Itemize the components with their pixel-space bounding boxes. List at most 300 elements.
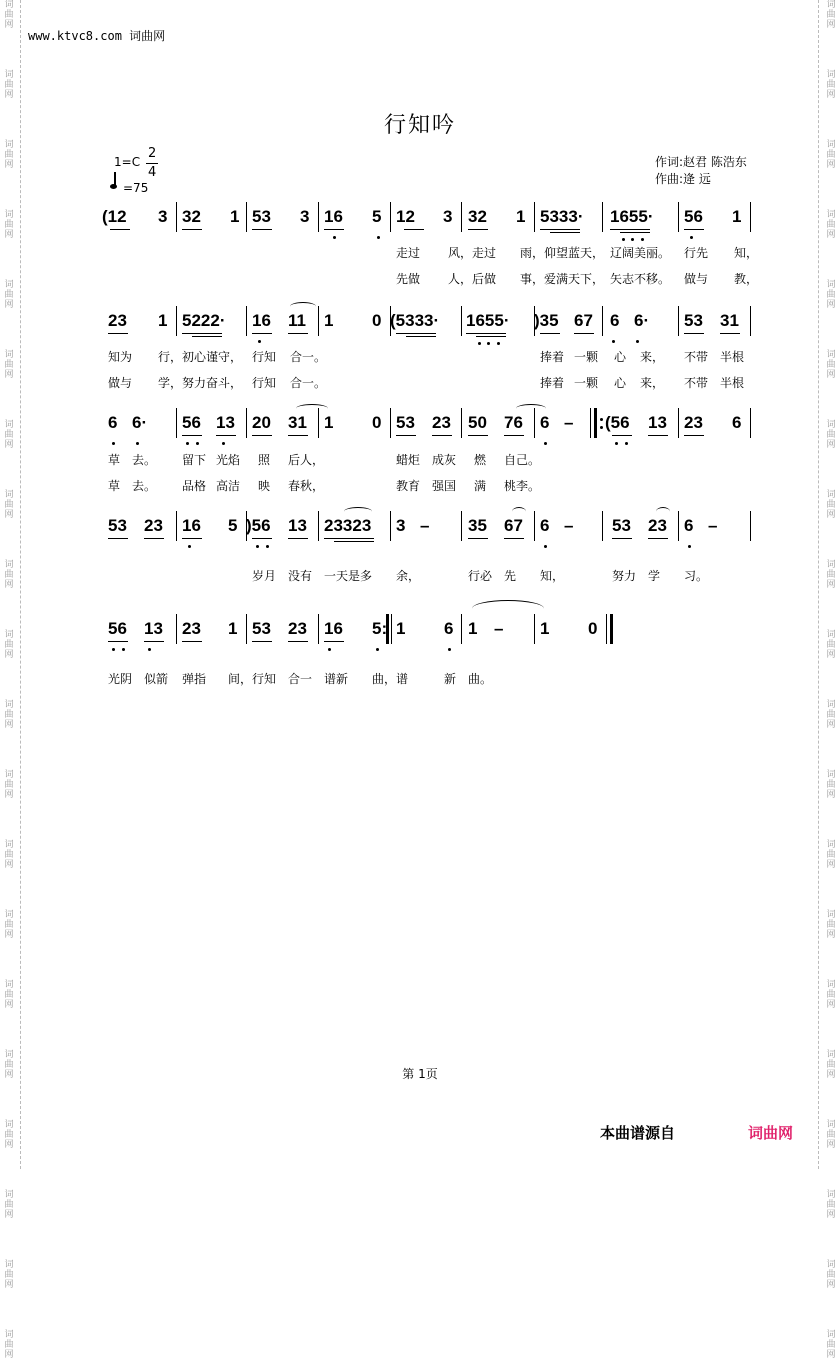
song-title: 行知吟 (383, 113, 456, 138)
quarter-note-icon (110, 184, 117, 189)
note: 6 (444, 619, 454, 638)
watermark-group: 词 曲 网 (826, 560, 836, 590)
watermark-group: 词 曲 网 (4, 350, 14, 380)
note: 0 (372, 311, 382, 330)
note: 53 (612, 516, 631, 535)
octave-dot (376, 648, 379, 651)
lyric-word: 草 (108, 479, 121, 493)
watermark-group: 词 曲 网 (4, 630, 14, 660)
note: 6 (540, 413, 550, 432)
note: 53 (684, 311, 703, 330)
lyric-word: 燃 (474, 453, 487, 467)
watermark-group: 词 曲 网 (826, 490, 836, 520)
note: 0 (372, 413, 382, 432)
bar-line (318, 202, 319, 232)
watermark-group: 词 曲 网 (826, 1120, 836, 1150)
right-watermark (825, 0, 837, 1360)
bar-line (246, 408, 247, 438)
time-signature-top: 2 (148, 146, 157, 161)
watermark-group: 词 曲 网 (4, 490, 14, 520)
octave-dot (615, 442, 618, 445)
note: 1 (324, 413, 334, 432)
beam-underline (252, 641, 272, 642)
octave-dot (188, 545, 191, 548)
beam-underline (720, 333, 740, 334)
beam-underline (648, 538, 668, 539)
lyric-word: 心 (614, 376, 627, 390)
note: 5 (372, 207, 382, 226)
score-row-2 (100, 306, 760, 338)
lyric-word: 知为 (108, 350, 133, 364)
lyric-word: 行知 (252, 376, 277, 390)
lyric-word: 春秋， (288, 479, 325, 493)
lyric-word: 风，走过 (448, 246, 497, 260)
watermark-group: 词 曲 网 (4, 0, 14, 30)
lyric-word: 教， (734, 272, 759, 286)
watermark-group: 词 曲 网 (4, 140, 14, 170)
lyric-line-6 (100, 477, 760, 493)
lyric-word: 去。 (132, 453, 157, 467)
note: 13 (648, 413, 667, 432)
note: 1 (732, 207, 742, 226)
bar-line (678, 306, 679, 336)
note: 76 (504, 413, 523, 432)
beam-underline (110, 229, 130, 230)
bar-line (386, 614, 389, 644)
note: 53 (396, 413, 415, 432)
lyric-word: 合一 (288, 672, 313, 686)
beam-underline (182, 538, 202, 539)
lyric-word: 心 (614, 350, 627, 364)
bar-line (461, 511, 462, 541)
watermark-group: 词 曲 网 (826, 980, 836, 1010)
lyricist: 作词:赵君 陈浩东 (655, 155, 747, 169)
bar-line (390, 202, 391, 232)
beam-underline (252, 333, 272, 334)
note: 13 (288, 516, 307, 535)
beam-underline (684, 229, 704, 230)
note: 6· (634, 311, 650, 330)
note: 16 (182, 516, 201, 535)
octave-dot (266, 545, 269, 548)
watermark-group: 词 曲 网 (826, 140, 836, 170)
lyric-word: 不带 (684, 376, 709, 390)
note: 35 (468, 516, 487, 535)
page-number: 第 1页 (402, 1067, 438, 1081)
note: 23 (144, 516, 163, 535)
lyric-word: 高洁 (216, 479, 241, 493)
beam-underline (288, 538, 308, 539)
watermark-group: 词 曲 网 (4, 210, 14, 240)
watermark-group: 词 曲 网 (826, 1260, 836, 1290)
beam-underline (610, 229, 650, 230)
lyric-word: 新 (444, 672, 457, 686)
note: (12 (102, 207, 127, 226)
lyric-word: 强国 (432, 479, 457, 493)
note: 12 (396, 207, 415, 226)
watermark-group: 词 曲 网 (826, 910, 836, 940)
lyric-word: 曲。 (468, 672, 493, 686)
beam-underline (476, 336, 506, 337)
note: 3 (300, 207, 310, 226)
watermark-group: 词 曲 网 (4, 1190, 14, 1220)
lyric-line-7 (100, 567, 760, 583)
lyric-word: 半根 (720, 350, 745, 364)
note: 6 (684, 516, 694, 535)
lyric-word: 捧着 (540, 350, 565, 364)
note: 5 (228, 516, 238, 535)
lyric-word: 不带 (684, 350, 709, 364)
bar-line (461, 202, 462, 232)
lyric-word: 事，爱满天下， (520, 272, 605, 286)
octave-dot (487, 342, 490, 345)
note: 11 (288, 311, 306, 330)
lyric-word: 间，行知 (228, 672, 277, 686)
watermark-group: 词 曲 网 (826, 70, 836, 100)
lyric-line-1 (100, 244, 760, 260)
watermark-group: 词 曲 网 (4, 700, 14, 730)
octave-dot (600, 418, 603, 421)
note: 1655· (610, 207, 654, 226)
note: 53 (252, 619, 271, 638)
lyric-word: 行知 (252, 350, 277, 364)
watermark-group: 词 曲 网 (826, 700, 836, 730)
watermark-group: 词 曲 网 (826, 420, 836, 450)
lyric-word: 留下 (182, 453, 207, 467)
lyric-word: 光焰 (216, 453, 241, 467)
octave-dot (448, 648, 451, 651)
note: 23 (648, 516, 667, 535)
lyric-word: 走过 (396, 246, 421, 260)
beam-underline (288, 333, 308, 334)
note: 56 (684, 207, 703, 226)
note: 5: (372, 619, 388, 638)
lyric-word: 草 (108, 453, 121, 467)
bar-line (176, 202, 177, 232)
lyric-word: 来， (640, 350, 665, 364)
score-row-3 (100, 408, 760, 440)
beam-underline (550, 232, 580, 233)
beam-underline (288, 641, 308, 642)
octave-dot (544, 545, 547, 548)
lyric-word: 曲，谱 (372, 672, 409, 686)
bar-line (606, 614, 607, 644)
beam-underline (252, 435, 272, 436)
bar-line (750, 408, 751, 438)
note: 53 (252, 207, 271, 226)
beam-underline (612, 435, 632, 436)
bar-line (750, 306, 751, 336)
watermark-group: 词 曲 网 (4, 70, 14, 100)
note: 0 (588, 619, 598, 638)
lyric-word: 余， (396, 569, 421, 583)
beam-underline (406, 336, 436, 337)
site-url[interactable]: www.ktvc8.com (28, 29, 122, 43)
tie-arc (290, 302, 316, 311)
score-row-5 (100, 614, 760, 646)
lyric-word: 照 (258, 453, 271, 467)
beam-underline (468, 435, 488, 436)
beam-underline (504, 538, 524, 539)
tie-arc (472, 600, 544, 617)
octave-dot (333, 236, 336, 239)
note: 23 (108, 311, 127, 330)
beam-underline (252, 229, 272, 230)
bar-line (246, 202, 247, 232)
source-label: 本曲谱源自 (600, 1124, 676, 1142)
note: 20 (252, 413, 271, 432)
note: 31 (720, 311, 739, 330)
note: )35 (534, 311, 559, 330)
bar-line (318, 511, 319, 541)
beam-underline (468, 538, 488, 539)
bar-line (461, 408, 462, 438)
note: 6 (732, 413, 742, 432)
bar-line (678, 202, 679, 232)
lyric-line-2 (100, 270, 760, 286)
note: – (708, 516, 718, 535)
beam-underline (182, 333, 222, 334)
watermark-group: 词 曲 网 (4, 770, 14, 800)
octave-dot (690, 236, 693, 239)
note: 1 (540, 619, 550, 638)
note: 6 (610, 311, 620, 330)
lyric-word: 知， (734, 246, 759, 260)
beam-underline (648, 435, 668, 436)
note: 1 (158, 311, 168, 330)
bar-line (534, 614, 535, 644)
bar-line (602, 306, 603, 336)
watermark-group: 词 曲 网 (826, 210, 836, 240)
bar-line (461, 614, 462, 644)
watermark-group: 词 曲 网 (4, 1260, 14, 1290)
watermark-group: 词 曲 网 (826, 840, 836, 870)
composer: 作曲:逄 远 (655, 172, 711, 186)
note: 13 (144, 619, 163, 638)
tempo: =75 (123, 181, 149, 195)
octave-dot (186, 442, 189, 445)
octave-dot (641, 238, 644, 241)
beam-underline (192, 336, 222, 337)
octave-dot (497, 342, 500, 345)
beam-underline (182, 641, 202, 642)
octave-dot (258, 340, 261, 343)
bar-line (390, 511, 391, 541)
time-signature-bottom: 4 (148, 165, 157, 180)
octave-dot (377, 236, 380, 239)
beam-underline (288, 435, 308, 436)
lyric-word: 满 (474, 479, 487, 493)
beam-underline (334, 541, 374, 542)
note: 31 (288, 413, 307, 432)
octave-dot (148, 648, 151, 651)
note: 16 (252, 311, 271, 330)
octave-dot (112, 648, 115, 651)
note: 53 (108, 516, 127, 535)
note: 1 (396, 619, 406, 638)
octave-dot (328, 648, 331, 651)
note: – (564, 413, 574, 432)
lyric-word: 半根 (720, 376, 745, 390)
beam-underline (684, 333, 704, 334)
lyric-line-5 (100, 451, 760, 467)
beam-underline (396, 333, 436, 334)
octave-dot (112, 442, 115, 445)
lyric-word: 来， (640, 376, 665, 390)
lyric-word: 雨，仰望蓝天， (520, 246, 605, 260)
left-watermark (3, 0, 15, 1360)
beam-underline (466, 333, 506, 334)
octave-dot (625, 442, 628, 445)
lyric-word: 行必 (468, 569, 493, 583)
beam-underline (144, 641, 164, 642)
bar-line (602, 511, 603, 541)
lyric-word: 知， (540, 569, 565, 583)
beam-underline (108, 333, 128, 334)
lyric-line-3 (100, 348, 760, 364)
watermark-group: 词 曲 网 (826, 0, 836, 30)
watermark-group: 词 曲 网 (826, 1050, 836, 1080)
lyric-word: 做与 (108, 376, 133, 390)
lyric-word: 没有 (288, 569, 313, 583)
note: 3 (158, 207, 168, 226)
note: 1 (468, 619, 478, 638)
beam-underline (396, 435, 416, 436)
watermark-group: 词 曲 网 (4, 1330, 14, 1360)
note: – (564, 516, 574, 535)
note: 16 (324, 619, 343, 638)
lyric-line-4 (100, 374, 760, 390)
bar-line (610, 614, 613, 644)
watermark-group: 词 曲 网 (4, 1120, 14, 1150)
note: 3 (443, 207, 453, 226)
lyric-word: 弹指 (182, 672, 207, 686)
lyric-word: 岁月 (252, 569, 277, 583)
octave-dot (600, 426, 603, 429)
note: 23 (684, 413, 703, 432)
site-name: 词曲网 (129, 29, 166, 43)
lyric-word: 矢志不移。 (610, 272, 671, 286)
lyric-word: 后人， (288, 453, 325, 467)
note: 5222· (182, 311, 226, 330)
bar-line (391, 614, 392, 644)
note: 23 (432, 413, 451, 432)
lyric-word: 努力 (612, 569, 637, 583)
note: – (494, 619, 504, 638)
note: 16 (324, 207, 343, 226)
bar-line (318, 306, 319, 336)
lyric-word: 先做 (396, 272, 421, 286)
lyric-word: 行先 (684, 246, 709, 260)
octave-dot (544, 442, 547, 445)
beam-underline (684, 435, 704, 436)
watermark-group: 词 曲 网 (826, 280, 836, 310)
note: (5333· (390, 311, 440, 330)
bar-line (602, 202, 603, 232)
note: 6 (108, 413, 118, 432)
lyric-word: 教育 (396, 479, 421, 493)
bar-line (246, 614, 247, 644)
note: 1 (324, 311, 334, 330)
watermark-group: 词 曲 网 (826, 630, 836, 660)
beam-underline (108, 641, 128, 642)
watermark-group: 词 曲 网 (4, 1050, 14, 1080)
lyric-word: 光阴 (108, 672, 133, 686)
watermark-group: 词 曲 网 (4, 280, 14, 310)
watermark-group: 词 曲 网 (4, 420, 14, 450)
octave-dot (256, 545, 259, 548)
note: 1655· (466, 311, 510, 330)
bar-line (594, 408, 597, 438)
beam-underline (324, 641, 344, 642)
beam-underline (252, 538, 272, 539)
site-header[interactable] (28, 27, 165, 44)
beam-underline (324, 229, 344, 230)
beam-underline (540, 333, 560, 334)
lyric-word: 合一。 (290, 350, 327, 364)
lyric-word: 品格 (182, 479, 207, 493)
note: 67 (574, 311, 593, 330)
note: )56 (246, 516, 271, 535)
watermark-group: 词 曲 网 (826, 1330, 836, 1360)
tie-arc (656, 507, 670, 516)
note: 3 (396, 516, 406, 535)
lyric-word: 学，努力奋斗， (158, 376, 243, 390)
lyric-word: 映 (258, 479, 271, 493)
watermark-group: 词 曲 网 (4, 980, 14, 1010)
note: 1 (516, 207, 526, 226)
lyric-word: 似箭 (144, 672, 169, 686)
lyric-word: 成灰 (432, 453, 457, 467)
note: 56 (182, 413, 201, 432)
score-row-4 (100, 511, 760, 543)
brand-logo[interactable]: 词曲网 (748, 1124, 794, 1142)
watermark-group: 词 曲 网 (4, 840, 14, 870)
note: 50 (468, 413, 487, 432)
bar-line (390, 408, 391, 438)
tie-arc (344, 507, 372, 516)
watermark-group: 词 曲 网 (4, 560, 14, 590)
bar-line (176, 408, 177, 438)
octave-dot (478, 342, 481, 345)
octave-dot (122, 648, 125, 651)
bar-line (176, 511, 177, 541)
lyric-word: 人，后做 (448, 272, 497, 286)
lyric-word: 蜡炬 (396, 453, 421, 467)
lyric-word: 自己。 (504, 453, 541, 467)
tie-arc (512, 507, 526, 516)
lyric-word: 桃李。 (504, 479, 541, 493)
lyric-word: 合一。 (290, 376, 327, 390)
lyric-word: 去。 (132, 479, 157, 493)
tie-arc (516, 404, 546, 413)
octave-dot (636, 340, 639, 343)
bar-line (750, 202, 751, 232)
bar-line (678, 408, 679, 438)
bar-line (534, 202, 535, 232)
note: 1 (230, 207, 240, 226)
lyric-word: 先 (504, 569, 517, 583)
lyric-word: 一颗 (574, 350, 599, 364)
lyric-word: 学 (648, 569, 661, 583)
beam-underline (144, 538, 164, 539)
beam-underline (612, 538, 632, 539)
tie-arc (296, 404, 328, 413)
beam-underline (504, 435, 524, 436)
bar-line (590, 408, 591, 438)
note: 6· (132, 413, 148, 432)
octave-dot (136, 442, 139, 445)
